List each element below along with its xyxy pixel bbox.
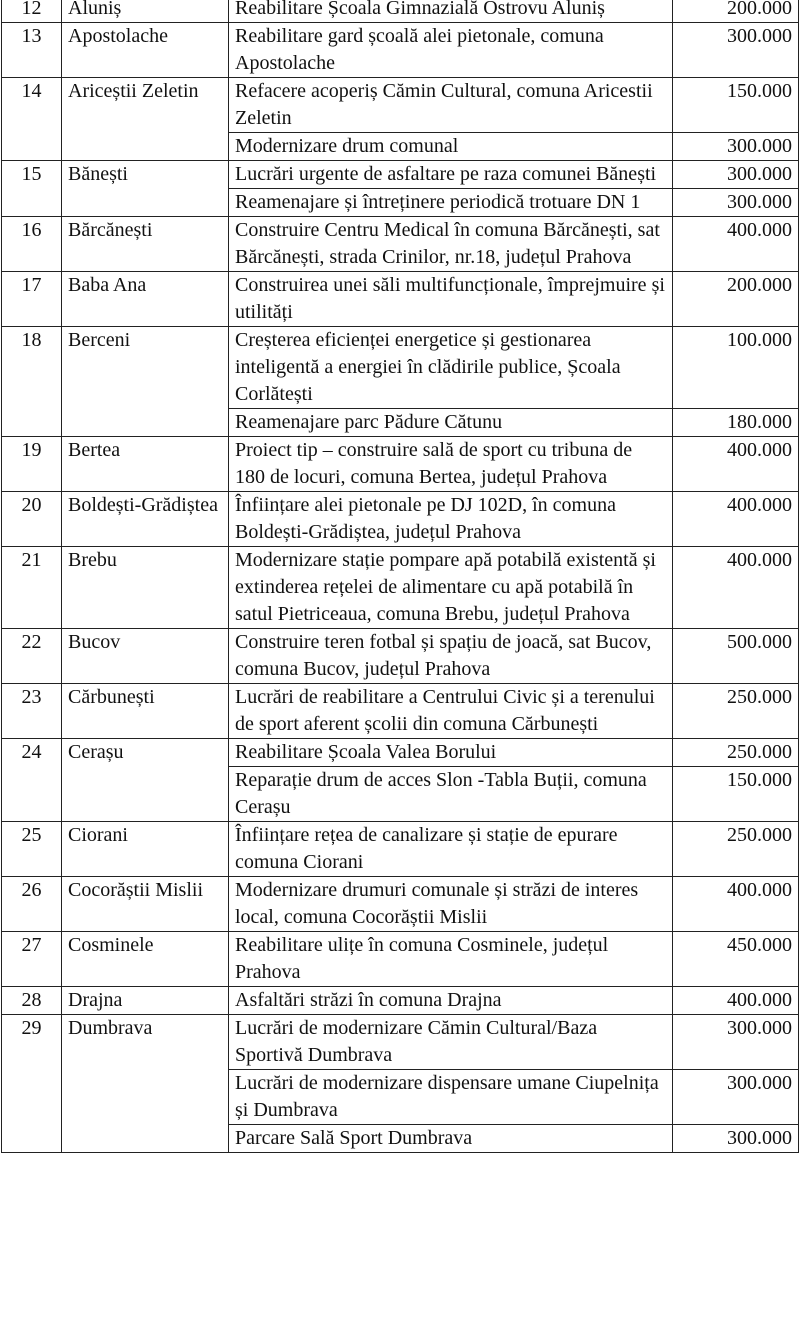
project-amount: 250.000 <box>673 684 799 739</box>
project-amount: 400.000 <box>673 217 799 272</box>
project-description: Construire Centru Medical în comuna Bărcănești, sat Bărcănești, strada Crinilor, nr.18, județul Prahova <box>229 217 673 272</box>
row-number: 21 <box>2 547 62 629</box>
project-amount: 180.000 <box>673 409 799 437</box>
project-amount: 400.000 <box>673 547 799 629</box>
project-description: Parcare Sală Sport Dumbrava <box>229 1125 673 1153</box>
table-row <box>2 217 799 272</box>
row-number: 24 <box>2 739 62 822</box>
locality-name: Ariceștii Zeletin <box>62 78 229 161</box>
project-amount: 300.000 <box>673 23 799 78</box>
row-number: 23 <box>2 684 62 739</box>
row-number: 17 <box>2 272 62 327</box>
projects-table <box>1 0 799 1153</box>
project-amount: 300.000 <box>673 1015 799 1070</box>
row-number: 19 <box>2 437 62 492</box>
project-description: Refacere acoperiș Cămin Cultural, comuna Aricestii Zeletin <box>229 78 673 133</box>
locality-name: Bărcănești <box>62 217 229 272</box>
project-description: Lucrări urgente de asfaltare pe raza comunei Bănești <box>229 161 673 189</box>
project-amount: 300.000 <box>673 133 799 161</box>
project-description: Construirea unei săli multifuncționale, împrejmuire și utilități <box>229 272 673 327</box>
project-amount: 200.000 <box>673 272 799 327</box>
project-amount: 400.000 <box>673 437 799 492</box>
row-number: 13 <box>2 23 62 78</box>
project-amount: 300.000 <box>673 1125 799 1153</box>
locality-name: Cărbunești <box>62 684 229 739</box>
locality-name: Baba Ana <box>62 272 229 327</box>
project-description: Modernizare drum comunal <box>229 133 673 161</box>
project-description: Modernizare stație pompare apă potabilă existentă și extinderea rețelei de alimentare cu apă potabilă în satul Pietriceaua, comuna Brebu, județul Prahova <box>229 547 673 629</box>
project-amount: 150.000 <box>673 78 799 133</box>
row-number: 29 <box>2 1015 62 1153</box>
row-number: 15 <box>2 161 62 217</box>
table-row <box>2 78 799 133</box>
table-row <box>2 877 799 932</box>
table-row <box>2 822 799 877</box>
table-row <box>2 0 799 23</box>
row-number: 26 <box>2 877 62 932</box>
project-amount: 200.000 <box>673 0 799 23</box>
project-description: Înființare alei pietonale pe DJ 102D, în comuna Boldești-Grădiștea, județul Prahova <box>229 492 673 547</box>
project-amount: 300.000 <box>673 189 799 217</box>
project-description: Reparație drum de acces Slon -Tabla Buții, comuna Cerașu <box>229 767 673 822</box>
row-number: 18 <box>2 327 62 437</box>
project-amount: 300.000 <box>673 1070 799 1125</box>
project-description: Lucrări de modernizare Cămin Cultural/Baza Sportivă Dumbrava <box>229 1015 673 1070</box>
project-description: Creșterea eficienței energetice și gestionarea inteligentă a energiei în clădirile publice, Școala Corlătești <box>229 327 673 409</box>
row-number: 12 <box>2 0 62 23</box>
locality-name: Cocorăștii Mislii <box>62 877 229 932</box>
project-description: Proiect tip – construire sală de sport cu tribuna de 180 de locuri, comuna Bertea, județul Prahova <box>229 437 673 492</box>
project-amount: 400.000 <box>673 492 799 547</box>
locality-name: Cosminele <box>62 932 229 987</box>
table-row <box>2 739 799 767</box>
table-row <box>2 684 799 739</box>
row-number: 20 <box>2 492 62 547</box>
locality-name: Boldești-Grădiștea <box>62 492 229 547</box>
locality-name: Berceni <box>62 327 229 437</box>
project-description: Reabilitare Școala Gimnazială Ostrovu Aluniș <box>229 0 673 23</box>
locality-name: Brebu <box>62 547 229 629</box>
project-description: Reamenajare parc Pădure Cătunu <box>229 409 673 437</box>
project-description: Modernizare drumuri comunale și străzi de interes local, comuna Cocorăștii Mislii <box>229 877 673 932</box>
project-description: Înființare rețea de canalizare și stație de epurare comuna Ciorani <box>229 822 673 877</box>
table-row <box>2 327 799 409</box>
project-amount: 100.000 <box>673 327 799 409</box>
project-description: Lucrări de modernizare dispensare umane Ciupelnița și Dumbrava <box>229 1070 673 1125</box>
table-row <box>2 437 799 492</box>
locality-name: Bucov <box>62 629 229 684</box>
project-amount: 400.000 <box>673 877 799 932</box>
table-row <box>2 629 799 684</box>
table-row <box>2 23 799 78</box>
table-row <box>2 161 799 189</box>
project-amount: 500.000 <box>673 629 799 684</box>
row-number: 28 <box>2 987 62 1015</box>
locality-name: Ciorani <box>62 822 229 877</box>
project-description: Construire teren fotbal și spațiu de joacă, sat Bucov, comuna Bucov, județul Prahova <box>229 629 673 684</box>
row-number: 16 <box>2 217 62 272</box>
locality-name: Bertea <box>62 437 229 492</box>
project-amount: 300.000 <box>673 161 799 189</box>
project-description: Reabilitare gard școală alei pietonale, comuna Apostolache <box>229 23 673 78</box>
table-row <box>2 1015 799 1070</box>
project-amount: 250.000 <box>673 739 799 767</box>
table-row <box>2 547 799 629</box>
projects-table-body <box>2 0 799 1153</box>
project-description: Reabilitare ulițe în comuna Cosminele, județul Prahova <box>229 932 673 987</box>
project-description: Asfaltări străzi în comuna Drajna <box>229 987 673 1015</box>
project-description: Reabilitare Școala Valea Borului <box>229 739 673 767</box>
table-row <box>2 272 799 327</box>
row-number: 25 <box>2 822 62 877</box>
locality-name: Apostolache <box>62 23 229 78</box>
project-description: Reamenajare și întreținere periodică trotuare DN 1 <box>229 189 673 217</box>
locality-name: Bănești <box>62 161 229 217</box>
locality-name: Aluniș <box>62 0 229 23</box>
locality-name: Cerașu <box>62 739 229 822</box>
locality-name: Drajna <box>62 987 229 1015</box>
project-description: Lucrări de reabilitare a Centrului Civic și a terenului de sport aferent școlii din comuna Cărbunești <box>229 684 673 739</box>
row-number: 27 <box>2 932 62 987</box>
table-row <box>2 932 799 987</box>
project-amount: 150.000 <box>673 767 799 822</box>
project-amount: 400.000 <box>673 987 799 1015</box>
project-amount: 250.000 <box>673 822 799 877</box>
row-number: 14 <box>2 78 62 161</box>
locality-name: Dumbrava <box>62 1015 229 1153</box>
table-row <box>2 492 799 547</box>
table-row <box>2 987 799 1015</box>
row-number: 22 <box>2 629 62 684</box>
project-amount: 450.000 <box>673 932 799 987</box>
